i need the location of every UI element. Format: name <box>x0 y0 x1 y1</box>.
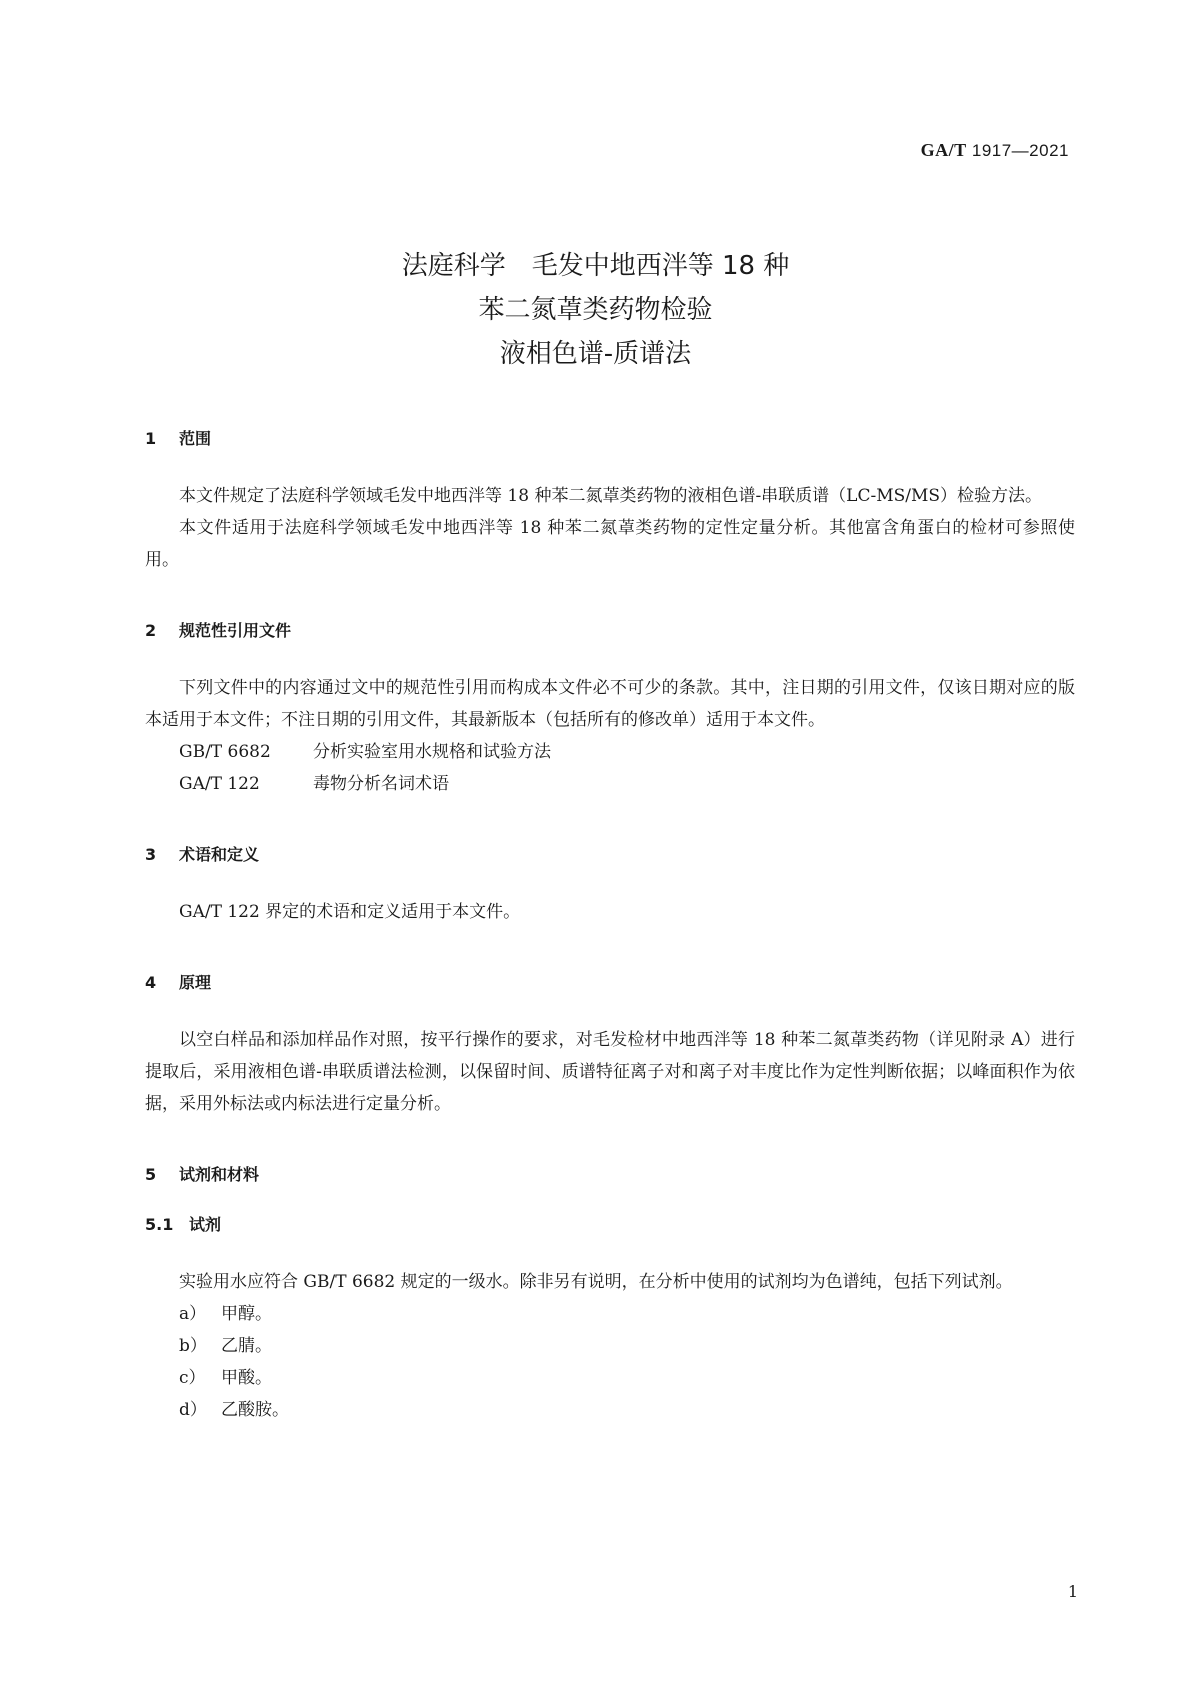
section-heading-scope <box>145 426 1075 452</box>
list-text: 甲醇。 <box>221 1304 272 1324</box>
list-text: 乙酸胺。 <box>221 1400 289 1420</box>
reference-item <box>145 736 1075 768</box>
scope-paragraph-2: 本文件适用于法庭科学领域毛发中地西泮等 18 种苯二氮䓬类药物的定性定量分析。其他富含角蛋白的检材可参照使用。 <box>145 518 1075 570</box>
section-heading-reagents-materials <box>145 1162 1075 1188</box>
title-line-3: 液相色谱-质谱法 <box>499 339 692 369</box>
section-title: 规范性引用文件 <box>179 621 292 640</box>
standard-code <box>921 140 1069 161</box>
references-paragraph: 下列文件中的内容通过文中的规范性引用而构成本文件必不可少的条款。其中，注日期的引用文件，仅该日期对应的版本适用于本文件；不注日期的引用文件，其最新版本（包括所有的修改单）适用于本文件。 <box>145 678 1075 730</box>
reagent-list-item <box>145 1394 1075 1426</box>
section-title: 范围 <box>179 429 212 448</box>
document-title <box>0 244 1191 376</box>
section-number: 3 <box>145 845 157 864</box>
reference-item <box>145 768 1075 800</box>
reference-name: 分析实验室用水规格和试验方法 <box>313 742 551 762</box>
section-heading-terms <box>145 842 1075 868</box>
section-title: 术语和定义 <box>179 845 260 864</box>
reagent-list-item <box>145 1330 1075 1362</box>
section-heading-principle <box>145 970 1075 996</box>
principle-paragraph: 以空白样品和添加样品作对照，按平行操作的要求，对毛发检材中地西泮等 18 种苯二氮䓬类药物（详见附录 A）进行提取后，采用液相色谱-串联质谱法检测，以保留时间、质谱特征离子对和离子对丰度比作为定性判断依据；以峰面积作为依据，采用外标法或内标法进行定量分析。 <box>145 1030 1075 1114</box>
subsection-heading-reagents <box>145 1212 1075 1238</box>
scope-paragraph-1: 本文件规定了法庭科学领域毛发中地西泮等 18 种苯二氮䓬类药物的液相色谱-串联质谱（LC-MS/MS）检验方法。 <box>179 486 1043 506</box>
standard-number: 1917—2021 <box>971 141 1069 160</box>
standard-prefix: GA/T <box>920 140 967 160</box>
list-marker: a） <box>179 1304 207 1324</box>
section-title: 试剂和材料 <box>179 1165 260 1184</box>
terms-paragraph: GA/T 122 界定的术语和定义适用于本文件。 <box>179 902 521 922</box>
reagent-list-item <box>145 1298 1075 1330</box>
section-number: 1 <box>145 429 157 448</box>
list-marker: b） <box>179 1336 207 1356</box>
subsection-title: 试剂 <box>189 1215 222 1234</box>
section-number: 5 <box>145 1165 157 1184</box>
title-line-1: 法庭科学 毛发中地西泮等 18 种 <box>401 251 790 281</box>
document-body <box>145 426 1075 1426</box>
page-number: 1 <box>1067 1582 1078 1601</box>
reagent-list-item <box>145 1362 1075 1394</box>
list-marker: c） <box>179 1368 206 1388</box>
section-number: 2 <box>145 621 157 640</box>
list-text: 乙腈。 <box>221 1336 272 1356</box>
section-heading-references <box>145 618 1075 644</box>
reference-name: 毒物分析名词术语 <box>313 774 449 794</box>
reagents-paragraph: 实验用水应符合 GB/T 6682 规定的一级水。除非另有说明，在分析中使用的试剂均为色谱纯，包括下列试剂。 <box>179 1272 1013 1292</box>
section-title: 原理 <box>179 973 212 992</box>
title-line-2: 苯二氮䓬类药物检验 <box>478 295 713 325</box>
section-number: 4 <box>145 973 157 992</box>
reference-code: GA/T 122 <box>179 774 260 794</box>
subsection-number: 5.1 <box>145 1215 174 1234</box>
list-marker: d） <box>179 1400 207 1420</box>
reference-code: GB/T 6682 <box>179 742 271 762</box>
list-text: 甲酸。 <box>221 1368 272 1388</box>
